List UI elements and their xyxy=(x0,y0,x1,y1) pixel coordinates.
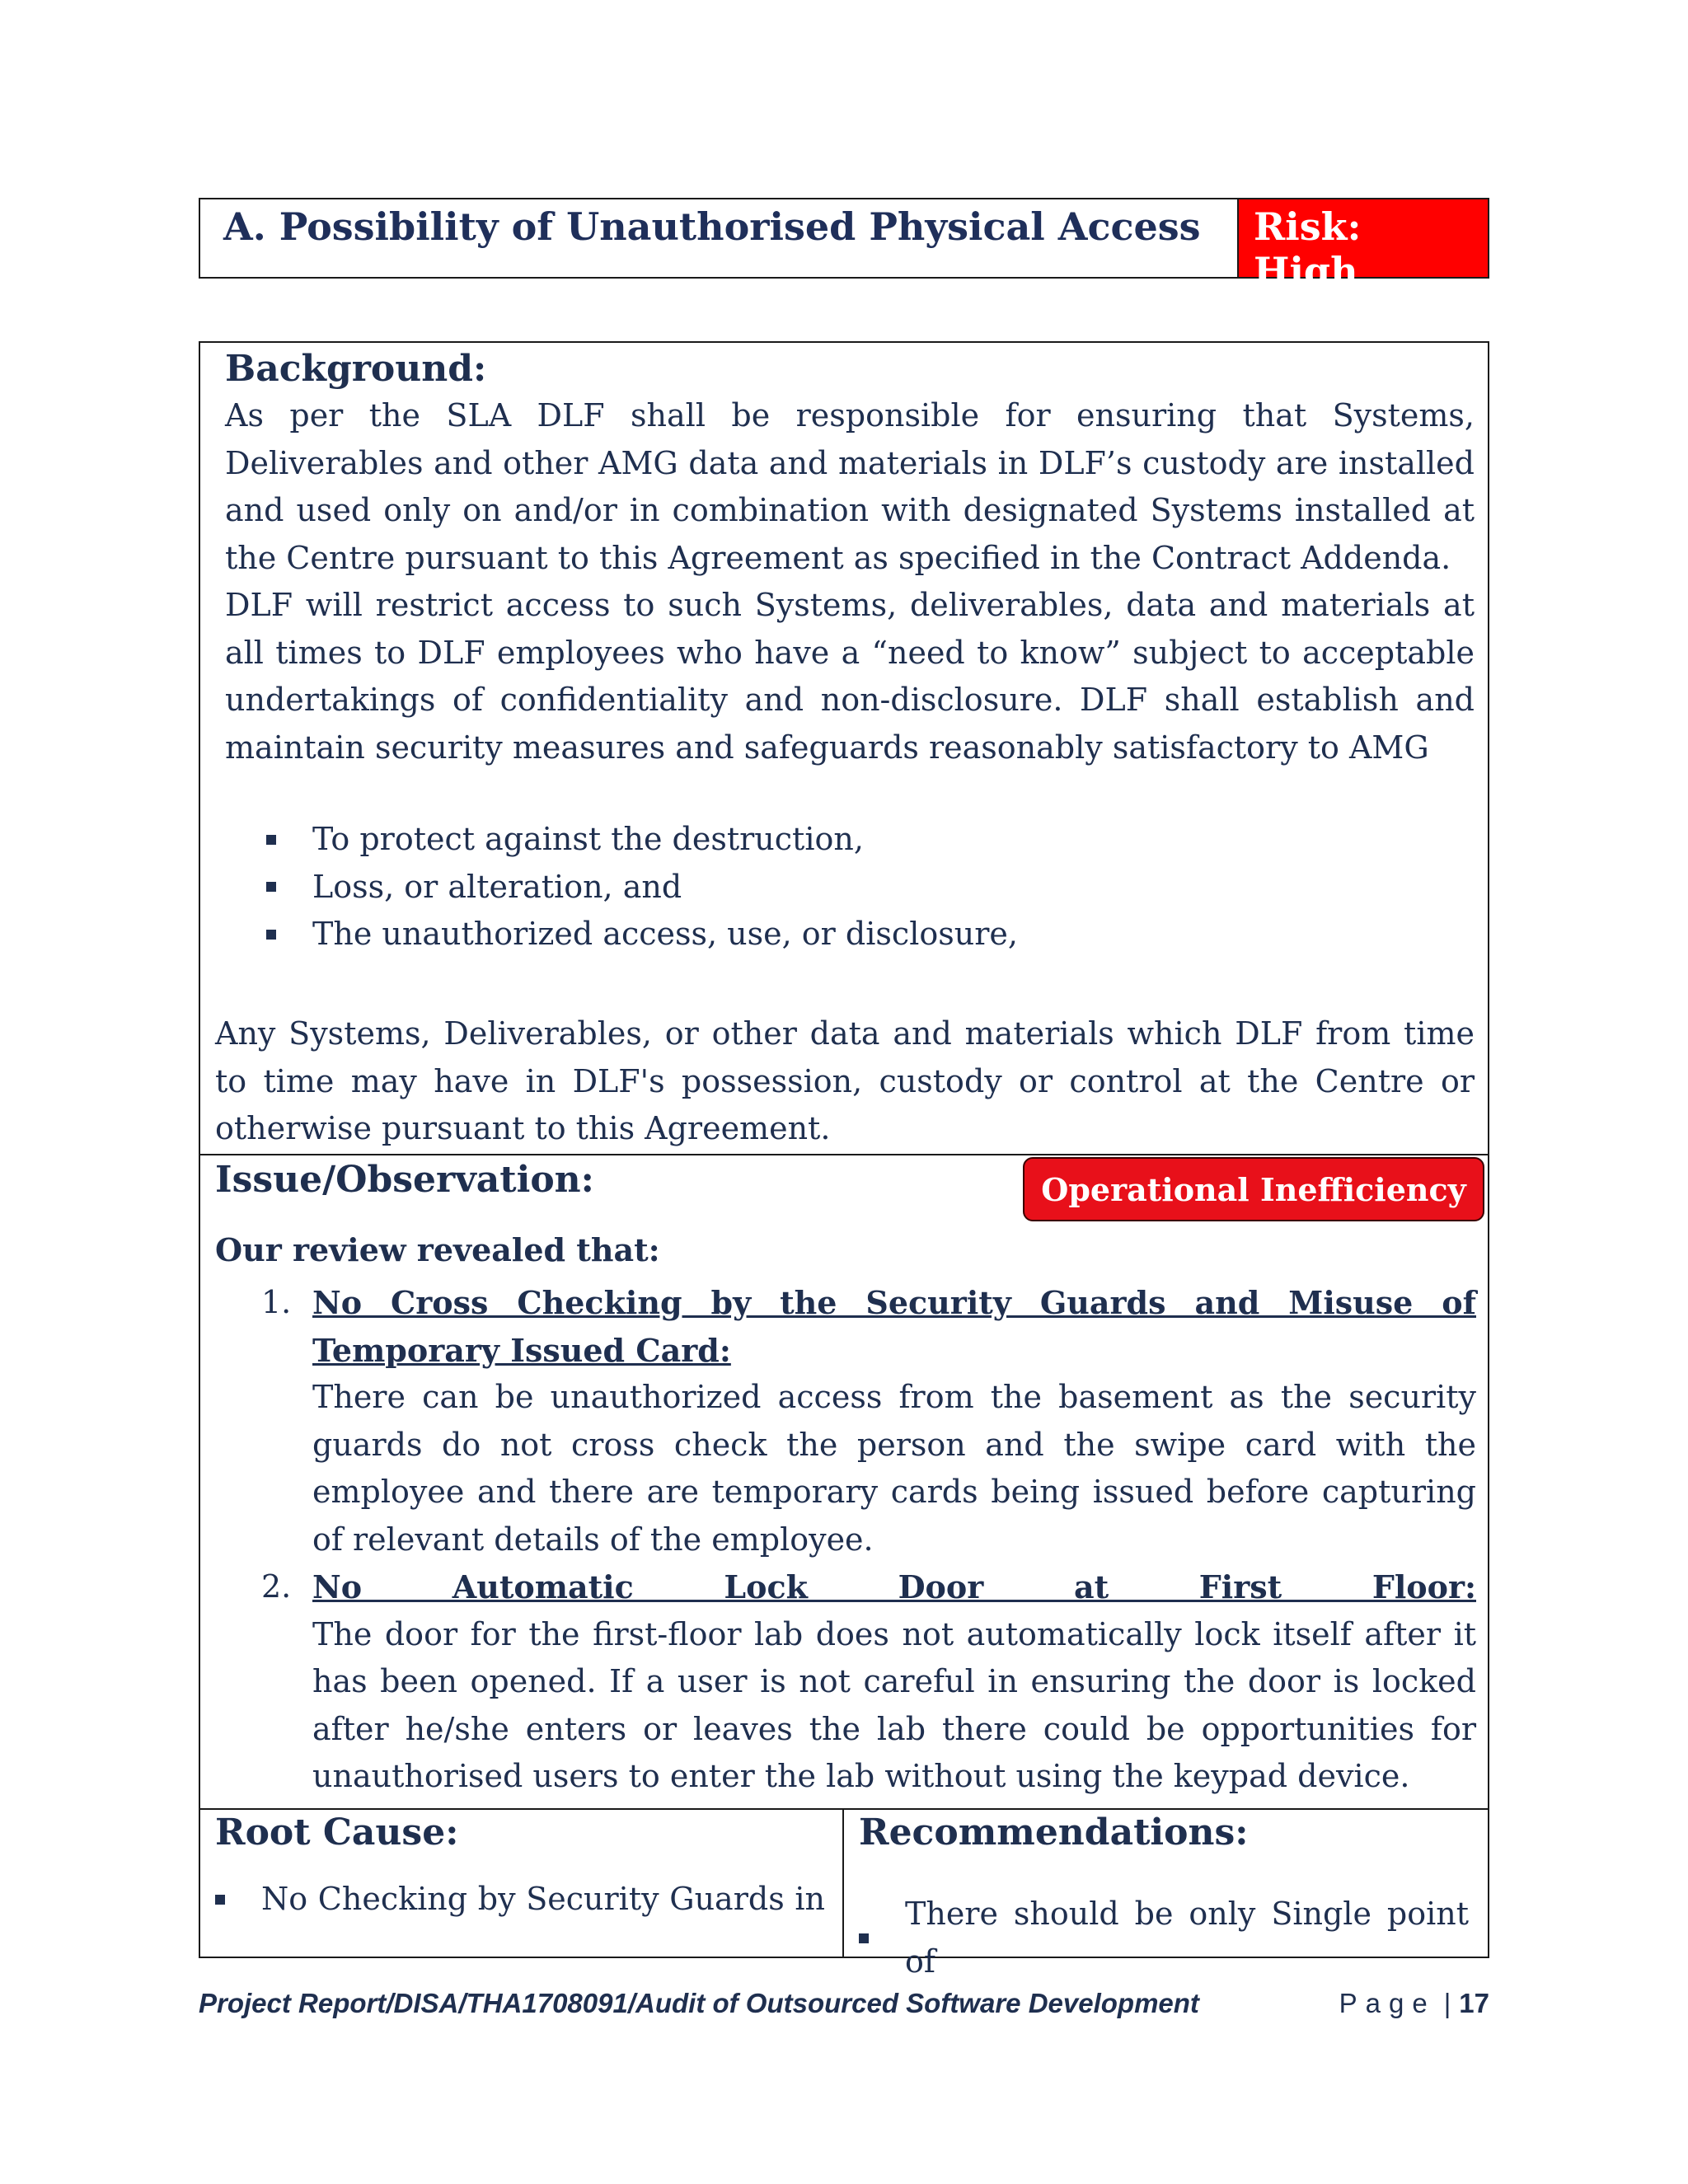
background-closing-paragraph: Any Systems, Deliverables, or other data and materials which DLF from time to time may have in DLF's possession, custody or control at the Centre or otherwise pursuant to this Agreement. xyxy=(215,1015,1475,1146)
bullet-text: Loss, or alteration, and xyxy=(312,868,682,905)
observation-item xyxy=(261,1563,1476,1801)
observation-title: No Automatic Lock Door at First Floor: xyxy=(312,1568,1476,1605)
list-item xyxy=(859,1891,1469,1985)
square-bullet-icon xyxy=(859,1933,869,1943)
finding-title-table xyxy=(199,198,1489,293)
finding-detail-table xyxy=(199,341,1489,1980)
square-bullet-icon xyxy=(266,882,276,892)
finding-title: A. Possibility of Unauthorised Physical Access xyxy=(200,199,1239,277)
observation-body: The door for the first-floor lab does not automatically lock itself after it has been opened. If a user is not careful in ensuring the door is locked after he/she enters or leaves the lab there could be opportunities for unauthorised users to enter the lab without using the keypad device. xyxy=(312,1615,1476,1794)
list-item xyxy=(266,911,1420,958)
page-number: 17 xyxy=(1459,1988,1489,2018)
observation-body: There can be unauthorized access from the basement as the security guards do not cross check the person and the swipe card with the employee and there are temporary cards being issued before capturing of relevant details of the employee. xyxy=(312,1379,1476,1558)
observation-item xyxy=(261,1279,1476,1563)
page-separator: | xyxy=(1443,1988,1451,2018)
background-paragraph-1: As per the SLA DLF shall be responsible for ensuring that Systems, Deliverables and other AMG data and materials in DLF’s custody are installed and used only on and/or in combination with designated Systems installed at the Centre pursuant to this Agreement as specified in the Contract Addenda. xyxy=(225,397,1475,576)
category-badge: Operational Inefficiency xyxy=(1023,1157,1484,1221)
observation-number: 2. xyxy=(261,1568,292,1605)
background-heading: Background: xyxy=(225,348,487,390)
recommendations-heading: Recommendations: xyxy=(859,1811,1249,1854)
square-bullet-icon xyxy=(215,1895,225,1905)
background-section xyxy=(200,343,1488,1155)
background-bullet-list xyxy=(266,816,1420,958)
background-text xyxy=(225,392,1475,771)
observation-list xyxy=(261,1279,1476,1801)
page-footer xyxy=(199,1983,1489,2024)
list-item xyxy=(266,816,1420,864)
recommendations-cell xyxy=(844,1810,1488,1980)
report-reference: Project Report/DISA/THA1708091/Audit of Outsourced Software Development xyxy=(199,1988,1199,2018)
root-cause-text: No Checking by Security Guards in xyxy=(261,1881,825,1917)
page-label: Page xyxy=(1339,1988,1436,2018)
risk-rating: Risk: High xyxy=(1239,199,1488,277)
bullet-text: The unauthorized access, use, or disclosure, xyxy=(312,916,1018,952)
observation-number: 1. xyxy=(261,1284,292,1320)
square-bullet-icon xyxy=(266,835,276,845)
recommendation-text: There should be only Single point of xyxy=(905,1896,1469,1980)
page-number-block xyxy=(1339,1988,1489,2019)
observation-title: No Cross Checking by the Security Guards and Misuse of Temporary Issued Card: xyxy=(312,1284,1476,1369)
bullet-text: To protect against the destruction, xyxy=(312,821,864,857)
list-item xyxy=(215,1876,825,1924)
background-paragraph-2: DLF will restrict access to such Systems, deliverables, data and materials at all times to DLF employees who have a “need to know” subject to acceptable undertakings of confidentiality and non-disclosure. DLF shall establish and maintain security measures and safeguards reasonably satisfactory to AMG xyxy=(225,587,1475,766)
list-item xyxy=(266,864,1420,912)
square-bullet-icon xyxy=(266,930,276,940)
cause-recommendation-row xyxy=(200,1810,1488,1980)
issue-heading: Issue/Observation: xyxy=(215,1159,594,1201)
root-cause-heading: Root Cause: xyxy=(215,1811,459,1854)
root-cause-cell xyxy=(200,1810,844,1958)
issue-section xyxy=(200,1155,1488,1810)
review-intro: Our review revealed that: xyxy=(215,1231,660,1268)
